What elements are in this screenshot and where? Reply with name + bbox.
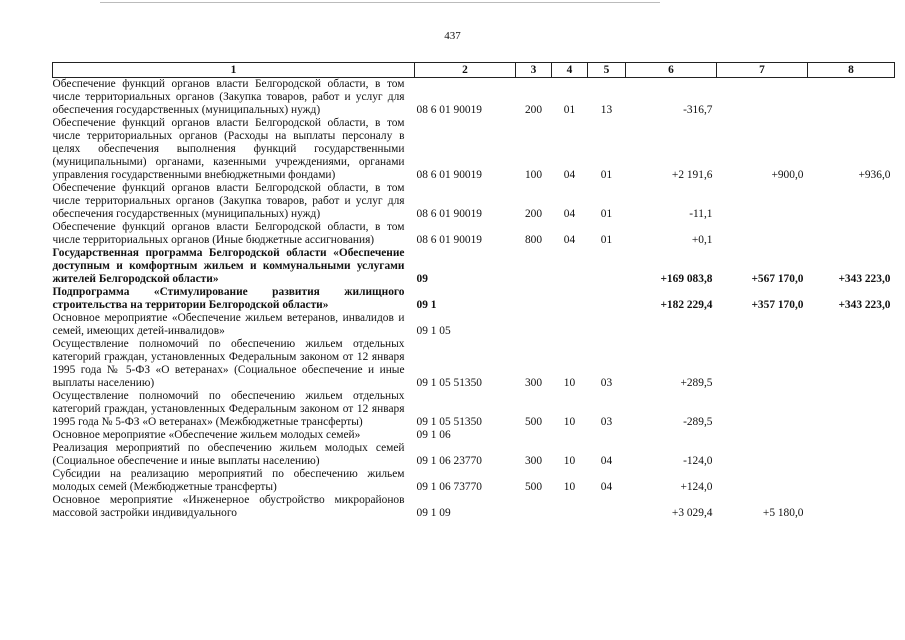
row-amount-col8 [808,338,895,390]
row-classification-code: 09 1 09 [416,507,451,519]
table-row [53,390,895,429]
row-amount-col6: +169 083,8 [660,273,713,285]
row-amount-col7 [717,182,808,221]
row-amount-col8 [808,312,895,338]
page-number: 437 [444,30,461,42]
row-classification-code: 09 1 [416,299,437,311]
row-amount-col6: +289,5 [680,377,713,389]
row-description: Обеспечение функций органов власти Белгородской области, в том числе территориальных органов (Расходы на выплаты персоналу в целях обеспечения выполнения функций государственными (муниципальными) органами, казенными учреждениями, органами управления государственными внебюджетными фондами) [52,117,405,181]
row-amount-col8 [808,182,895,221]
row-subsection [588,429,626,442]
row-expense-type: 500 [524,416,543,428]
row-subsection [588,494,626,520]
column-header: 7 [717,63,808,78]
table-row [53,312,895,338]
row-section: 10 [563,481,576,493]
row-description: Государственная программа Белгородской области «Обеспечение доступным и комфортным жильем и коммунальными услугами жителей Белгородской области» [52,247,405,285]
row-amount-col7 [717,442,808,468]
row-amount-col8: +936,0 [858,169,891,181]
row-amount-col7 [717,338,808,390]
row-section: 10 [563,455,576,467]
row-amount-col6: +124,0 [680,481,713,493]
row-subsection [588,247,626,286]
table-row [53,338,895,390]
table-row [53,247,895,286]
row-classification-code: 09 1 05 51350 [416,377,482,389]
row-amount-col6: +3 029,4 [671,507,713,519]
column-number-header-row [53,63,895,78]
row-amount-col7: +5 180,0 [762,507,804,519]
row-amount-col8: +343 223,0 [838,273,891,285]
row-classification-code: 09 1 06 23770 [416,455,482,467]
row-section [552,429,588,442]
column-header: 1 [53,63,415,78]
row-amount-col6: -289,5 [683,416,713,428]
row-expense-type: 200 [524,208,543,220]
table-row [53,429,895,442]
budget-table [52,62,895,520]
row-section: 10 [563,416,576,428]
table-row [53,78,895,118]
table-row [53,286,895,312]
column-header: 2 [415,63,516,78]
row-section: 10 [563,377,576,389]
table-row [53,494,895,520]
row-description: Субсидии на реализацию мероприятий по обеспечению жильем молодых семей (Межбюджетные трансферты) [52,468,405,493]
row-amount-col6: -316,7 [683,104,713,116]
row-description: Обеспечение функций органов власти Белгородской области, в том числе территориальных органов (Закупка товаров, работ и услуг для обеспечения государственных (муниципальных) нужд) [52,182,405,220]
column-header: 8 [808,63,895,78]
column-header: 5 [588,63,626,78]
row-section: 01 [563,104,576,116]
row-subsection: 01 [600,234,613,246]
row-description: Реализация мероприятий по обеспечению жильем молодых семей (Социальное обеспечение и иные выплаты населению) [52,442,405,467]
row-amount-col7 [717,221,808,247]
row-classification-code: 08 6 01 90019 [416,208,482,220]
table-row [53,182,895,221]
row-amount-col7 [717,78,808,118]
column-header: 4 [552,63,588,78]
row-amount-col7: +900,0 [771,169,804,181]
row-expense-type [516,247,552,286]
row-description: Подпрограмма «Стимулирование развития жилищного строительства на территории Белгородской области» [52,286,405,311]
row-subsection: 04 [600,455,613,467]
row-description: Основное мероприятие «Обеспечение жильем молодых семей» [52,429,361,441]
row-description: Основное мероприятие «Обеспечение жильем ветеранов, инвалидов и семей, имеющих детей-инвалидов» [52,312,405,337]
row-subsection: 03 [600,416,613,428]
scan-top-edge [100,2,660,3]
row-subsection: 01 [600,208,613,220]
row-amount-col6 [626,429,717,442]
row-section [552,247,588,286]
row-classification-code: 08 6 01 90019 [416,169,482,181]
row-expense-type: 500 [524,481,543,493]
row-section [552,494,588,520]
row-section [552,312,588,338]
row-expense-type [516,286,552,312]
row-amount-col8 [808,494,895,520]
row-description: Осуществление полномочий по обеспечению жильем отдельных категорий граждан, установленных Федеральным законом от 12 января 1995 года № 5-ФЗ «О ветеранах» (Социальное обеспечение и иные выплаты населению) [52,338,405,389]
row-amount-col8 [808,429,895,442]
row-expense-type [516,312,552,338]
row-amount-col6 [626,312,717,338]
row-expense-type: 300 [524,455,543,467]
row-amount-col6: -124,0 [683,455,713,467]
row-subsection [588,286,626,312]
row-classification-code: 08 6 01 90019 [416,234,482,246]
row-description: Обеспечение функций органов власти Белгородской области, в том числе территориальных органов (Закупка товаров, работ и услуг для обеспечения государственных (муниципальных) нужд) [52,78,405,116]
row-amount-col7 [717,312,808,338]
row-classification-code: 09 1 06 73770 [416,481,482,493]
row-classification-code: 09 1 05 [416,325,451,337]
column-header: 6 [626,63,717,78]
row-subsection [588,312,626,338]
table-body [53,78,895,521]
row-expense-type: 200 [524,104,543,116]
row-subsection: 03 [600,377,613,389]
row-subsection: 13 [600,104,613,116]
row-expense-type: 800 [524,234,543,246]
row-description: Основное мероприятие «Инженерное обустройство микрорайонов массовой застройки индивидуального [52,494,405,519]
row-amount-col7 [717,390,808,429]
table-row [53,117,895,182]
row-classification-code: 09 [416,273,428,285]
row-amount-col8 [808,390,895,429]
column-header: 3 [516,63,552,78]
row-amount-col8: +343 223,0 [838,299,891,311]
row-section: 04 [563,169,576,181]
row-amount-col7: +567 170,0 [751,273,804,285]
row-description: Обеспечение функций органов власти Белгородской области, в том числе территориальных органов (Иные бюджетные ассигнования) [52,221,405,246]
row-amount-col6: +182 229,4 [660,299,713,311]
row-description: Осуществление полномочий по обеспечению жильем отдельных категорий граждан, установленных Федеральным законом от 12 января 1995 года № 5-ФЗ «О ветеранах» (Межбюджетные трансферты) [52,390,405,428]
table-row [53,468,895,494]
row-subsection: 04 [600,481,613,493]
row-section: 04 [563,208,576,220]
row-section [552,286,588,312]
row-amount-col7 [717,468,808,494]
table-row [53,221,895,247]
table-row [53,442,895,468]
row-amount-col8 [808,468,895,494]
row-expense-type [516,494,552,520]
row-amount-col7 [717,429,808,442]
row-classification-code: 09 1 05 51350 [416,416,482,428]
row-section: 04 [563,234,576,246]
row-amount-col6: +2 191,6 [671,169,713,181]
row-classification-code: 08 6 01 90019 [416,104,482,116]
row-expense-type [516,429,552,442]
row-amount-col7: +357 170,0 [751,299,804,311]
row-amount-col8 [808,442,895,468]
row-amount-col8 [808,78,895,118]
row-amount-col8 [808,221,895,247]
row-amount-col6: -11,1 [689,208,713,220]
row-expense-type: 100 [524,169,543,181]
row-amount-col6: +0,1 [691,234,713,246]
row-classification-code: 09 1 06 [416,429,451,441]
row-subsection: 01 [600,169,613,181]
row-expense-type: 300 [524,377,543,389]
